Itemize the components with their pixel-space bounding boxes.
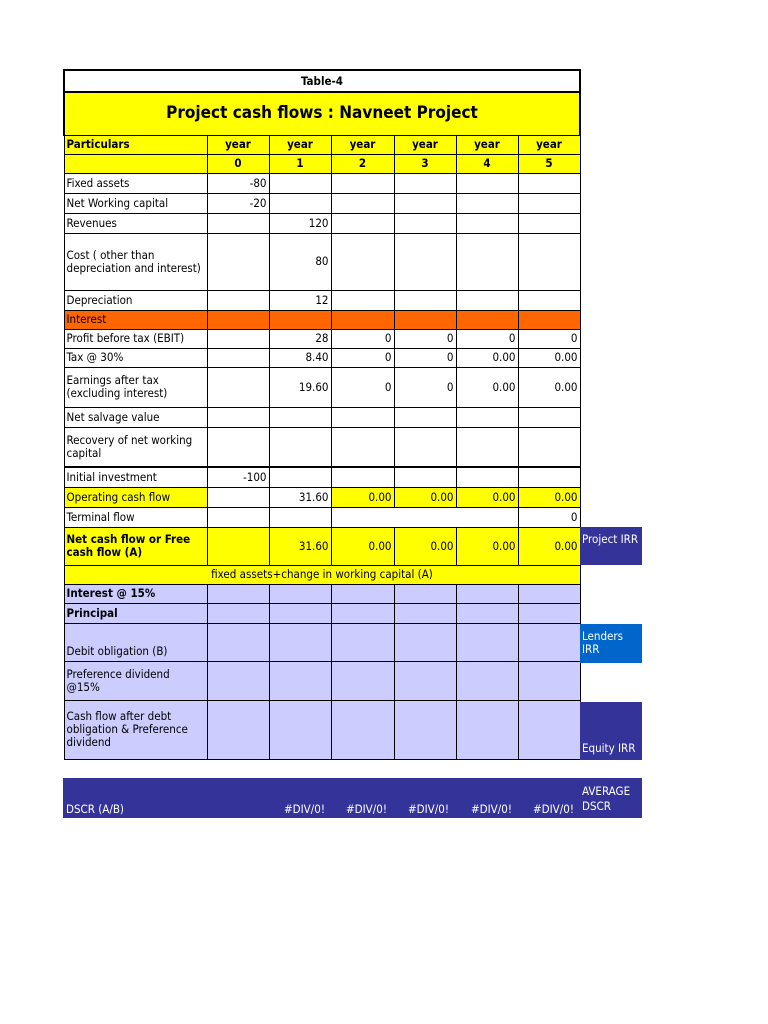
value-cell[interactable] <box>518 467 580 487</box>
year-header-label[interactable]: year <box>394 135 456 154</box>
value-cell[interactable] <box>518 290 580 310</box>
empty-cell[interactable] <box>456 623 518 661</box>
value-cell[interactable]: 31.60 <box>269 527 331 565</box>
empty-cell[interactable] <box>394 584 456 603</box>
row-label[interactable]: Profit before tax (EBIT) <box>64 329 207 348</box>
value-cell[interactable] <box>394 407 456 427</box>
row-label[interactable]: Net cash flow or Free cash flow (A) <box>64 527 207 565</box>
row-label[interactable]: Interest <box>64 310 207 329</box>
dscr-value[interactable]: #DIV/0! <box>533 802 574 816</box>
table-row <box>64 310 580 329</box>
value-cell[interactable] <box>456 213 518 233</box>
value-cell[interactable]: -100 <box>207 467 269 487</box>
cash-flow-table <box>63 69 581 760</box>
empty-cell[interactable] <box>269 623 331 661</box>
table-row <box>64 427 580 467</box>
empty-cell[interactable] <box>331 700 394 759</box>
empty-cell[interactable] <box>394 603 456 623</box>
dscr-value[interactable]: #DIV/0! <box>408 802 449 816</box>
empty-cell[interactable] <box>518 661 580 700</box>
value-cell[interactable]: 80 <box>269 233 331 290</box>
empty-cell[interactable] <box>518 603 580 623</box>
value-cell[interactable] <box>518 173 580 193</box>
year-header-label[interactable]: year <box>207 135 269 154</box>
value-cell[interactable]: 8.40 <box>269 348 331 367</box>
value-cell[interactable] <box>394 427 456 467</box>
value-cell[interactable] <box>394 467 456 487</box>
table-row <box>64 487 580 507</box>
empty-cell[interactable] <box>394 700 456 759</box>
value-cell[interactable] <box>331 233 394 290</box>
value-cell[interactable] <box>269 427 331 467</box>
value-cell[interactable] <box>331 310 394 329</box>
value-cell[interactable] <box>207 407 269 427</box>
value-cell[interactable]: 0 <box>394 367 456 407</box>
year-number[interactable]: 2 <box>331 154 394 173</box>
empty-cell[interactable] <box>207 584 269 603</box>
empty-cell[interactable] <box>456 584 518 603</box>
row-label[interactable]: Earnings after tax (excluding interest) <box>64 367 207 407</box>
value-cell[interactable] <box>207 290 269 310</box>
value-cell[interactable] <box>269 310 331 329</box>
value-cell[interactable] <box>331 290 394 310</box>
empty-cell[interactable] <box>207 603 269 623</box>
value-cell[interactable] <box>207 213 269 233</box>
empty-cell[interactable] <box>331 603 394 623</box>
value-cell[interactable]: 0.00 <box>518 367 580 407</box>
dscr-label[interactable]: DSCR (A/B) <box>66 802 124 816</box>
value-cell[interactable] <box>394 290 456 310</box>
empty-cell[interactable] <box>64 154 207 173</box>
value-cell[interactable] <box>518 213 580 233</box>
table-row <box>64 507 580 527</box>
row-label[interactable]: Net Working capital <box>64 193 207 213</box>
year-header-label[interactable]: year <box>456 135 518 154</box>
empty-cell[interactable] <box>518 700 580 759</box>
value-cell[interactable] <box>331 507 518 527</box>
value-cell[interactable] <box>456 427 518 467</box>
value-cell[interactable]: 0 <box>394 329 456 348</box>
empty-cell[interactable] <box>518 623 580 661</box>
value-cell[interactable] <box>394 173 456 193</box>
value-cell[interactable] <box>456 173 518 193</box>
year-number[interactable]: 0 <box>207 154 269 173</box>
value-cell[interactable]: 0 <box>331 367 394 407</box>
value-cell[interactable] <box>456 233 518 290</box>
value-cell[interactable] <box>518 407 580 427</box>
value-cell[interactable] <box>207 348 269 367</box>
table-row <box>64 603 580 623</box>
value-cell[interactable] <box>269 507 331 527</box>
table-row <box>64 623 580 661</box>
value-cell[interactable]: 28 <box>269 329 331 348</box>
value-cell[interactable]: 0.00 <box>518 487 580 507</box>
project-irr-label[interactable]: Project IRR <box>580 527 642 565</box>
table-row <box>64 565 580 584</box>
empty-cell[interactable] <box>269 584 331 603</box>
empty-cell[interactable] <box>269 603 331 623</box>
value-cell[interactable] <box>269 467 331 487</box>
value-cell[interactable]: 0.00 <box>331 527 394 565</box>
table-row <box>64 467 580 487</box>
empty-cell[interactable] <box>394 623 456 661</box>
empty-cell[interactable] <box>456 700 518 759</box>
dscr-value[interactable]: #DIV/0! <box>284 802 325 816</box>
empty-cell[interactable] <box>518 584 580 603</box>
value-cell[interactable] <box>207 367 269 407</box>
table-row <box>64 407 580 427</box>
lenders-irr-label[interactable]: Lenders IRR <box>580 624 642 663</box>
row-label[interactable]: Recovery of net working capital <box>64 427 207 467</box>
value-cell[interactable] <box>207 427 269 467</box>
empty-cell[interactable] <box>331 661 394 700</box>
table-row <box>64 348 580 367</box>
empty-cell[interactable] <box>207 623 269 661</box>
row-label[interactable]: Interest @ 15% <box>64 584 207 603</box>
value-cell[interactable] <box>394 233 456 290</box>
value-cell[interactable] <box>394 213 456 233</box>
value-cell[interactable]: -80 <box>207 173 269 193</box>
table-row <box>64 367 580 407</box>
value-cell[interactable]: 0.00 <box>456 527 518 565</box>
value-cell[interactable]: 0.00 <box>456 348 518 367</box>
row-label[interactable]: Terminal flow <box>64 507 207 527</box>
value-cell[interactable]: 0 <box>331 329 394 348</box>
table-row <box>64 584 580 603</box>
table-row <box>64 527 580 565</box>
value-cell[interactable] <box>331 427 394 467</box>
row-label[interactable]: Cash flow after debt obligation & Preference dividend <box>64 700 207 759</box>
value-cell[interactable]: 0.00 <box>394 527 456 565</box>
value-cell[interactable] <box>269 407 331 427</box>
row-label[interactable]: Net salvage value <box>64 407 207 427</box>
empty-cell[interactable] <box>331 584 394 603</box>
year-header-label[interactable]: year <box>518 135 580 154</box>
table-row <box>64 661 580 700</box>
value-cell[interactable] <box>518 233 580 290</box>
value-cell[interactable]: 12 <box>269 290 331 310</box>
table-row <box>64 700 580 759</box>
value-cell[interactable]: 120 <box>269 213 331 233</box>
value-cell[interactable]: -20 <box>207 193 269 213</box>
value-cell[interactable] <box>331 193 394 213</box>
value-cell[interactable]: 0.00 <box>456 487 518 507</box>
value-cell[interactable] <box>456 290 518 310</box>
value-cell[interactable] <box>456 310 518 329</box>
value-cell[interactable] <box>269 193 331 213</box>
table-caption[interactable]: Table-4 <box>64 70 580 92</box>
empty-cell[interactable] <box>456 661 518 700</box>
dscr-row <box>63 778 642 818</box>
value-cell[interactable]: 0 <box>518 507 580 527</box>
page-title[interactable]: Project cash flows : Navneet Project <box>64 92 580 135</box>
value-cell[interactable] <box>456 193 518 213</box>
value-cell[interactable] <box>207 527 269 565</box>
row-label[interactable]: Operating cash flow <box>64 487 207 507</box>
value-cell[interactable] <box>207 329 269 348</box>
value-cell[interactable] <box>456 407 518 427</box>
table-row <box>64 193 580 213</box>
row-label[interactable]: Tax @ 30% <box>64 348 207 367</box>
value-cell[interactable]: 0.00 <box>331 487 394 507</box>
dscr-value[interactable]: #DIV/0! <box>346 802 387 816</box>
value-cell[interactable] <box>518 310 580 329</box>
empty-cell[interactable] <box>207 661 269 700</box>
particulars-header[interactable]: Particulars <box>64 135 207 154</box>
year-number[interactable]: 3 <box>394 154 456 173</box>
year-number[interactable]: 5 <box>518 154 580 173</box>
table-row <box>64 173 580 193</box>
value-cell[interactable]: 19.60 <box>269 367 331 407</box>
value-cell[interactable]: 0 <box>456 329 518 348</box>
value-cell[interactable]: 0.00 <box>394 487 456 507</box>
year-number[interactable]: 1 <box>269 154 331 173</box>
value-cell[interactable]: 0.00 <box>518 527 580 565</box>
value-cell[interactable]: 0.00 <box>456 367 518 407</box>
year-number[interactable]: 4 <box>456 154 518 173</box>
row-label[interactable]: Preference dividend @15% <box>64 661 207 700</box>
year-header-label[interactable]: year <box>331 135 394 154</box>
row-label[interactable]: Initial investment <box>64 467 207 487</box>
row-label[interactable]: Principal <box>64 603 207 623</box>
empty-cell[interactable] <box>269 700 331 759</box>
dscr-value[interactable]: #DIV/0! <box>471 802 512 816</box>
empty-cell[interactable] <box>394 661 456 700</box>
value-cell[interactable]: 0 <box>394 348 456 367</box>
value-cell[interactable] <box>207 487 269 507</box>
value-cell[interactable] <box>331 407 394 427</box>
value-cell[interactable] <box>207 507 269 527</box>
value-cell[interactable] <box>331 467 394 487</box>
value-cell[interactable] <box>518 193 580 213</box>
empty-cell[interactable] <box>456 603 518 623</box>
empty-cell[interactable] <box>269 661 331 700</box>
value-cell[interactable] <box>331 213 394 233</box>
value-cell[interactable] <box>394 310 456 329</box>
value-cell[interactable]: 0 <box>331 348 394 367</box>
value-cell[interactable] <box>518 427 580 467</box>
table-row <box>64 233 580 290</box>
value-cell[interactable] <box>269 173 331 193</box>
table-row <box>64 329 580 348</box>
year-header-label[interactable]: year <box>269 135 331 154</box>
note-row[interactable]: fixed assets+change in working capital (A) <box>64 565 580 584</box>
value-cell[interactable] <box>394 193 456 213</box>
row-label[interactable]: Cost ( other than depreciation and interest) <box>64 233 207 290</box>
value-cell[interactable] <box>331 173 394 193</box>
value-cell[interactable]: 0.00 <box>518 348 580 367</box>
value-cell[interactable] <box>456 467 518 487</box>
table-row <box>64 213 580 233</box>
table-row <box>64 290 580 310</box>
row-label[interactable]: Fixed assets <box>64 173 207 193</box>
equity-irr-label[interactable]: Equity IRR <box>580 702 642 760</box>
average-dscr-label[interactable]: AVERAGE DSCR <box>582 784 631 813</box>
row-label[interactable]: Debit obligation (B) <box>64 623 207 661</box>
value-cell[interactable] <box>207 233 269 290</box>
row-label[interactable]: Revenues <box>64 213 207 233</box>
value-cell[interactable]: 0 <box>518 329 580 348</box>
value-cell[interactable]: 31.60 <box>269 487 331 507</box>
empty-cell[interactable] <box>207 700 269 759</box>
value-cell[interactable] <box>207 310 269 329</box>
empty-cell[interactable] <box>331 623 394 661</box>
row-label[interactable]: Depreciation <box>64 290 207 310</box>
